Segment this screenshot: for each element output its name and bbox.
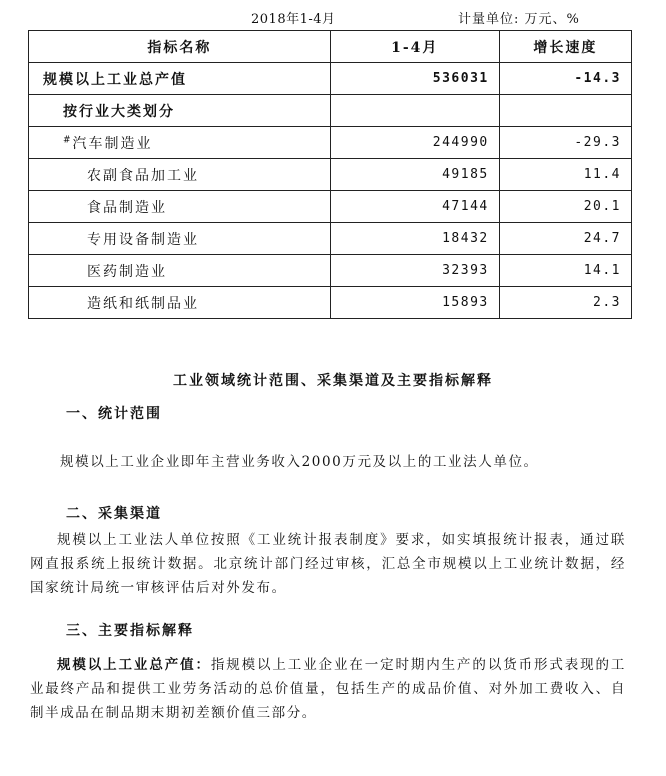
- notes-title: 工业领域统计范围、采集渠道及主要指标解释: [173, 373, 493, 389]
- row-label: 专用设备制造业: [29, 223, 331, 255]
- row-label: 农副食品加工业: [29, 159, 331, 191]
- col-header-indicator: 指标名称: [29, 31, 331, 63]
- col-header-growth: 增长速度: [499, 31, 631, 63]
- total-row: [29, 63, 632, 95]
- row-growth: -29.3: [499, 127, 631, 159]
- table-row: [29, 287, 632, 319]
- section-label: 按行业大类划分: [29, 95, 331, 127]
- row-growth: 14.1: [499, 255, 631, 287]
- report-period: 2018年1-4月: [251, 12, 336, 27]
- row-label: 食品制造业: [29, 191, 331, 223]
- row-value: 244990: [330, 127, 499, 159]
- table-row: [29, 159, 632, 191]
- row-value: 18432: [330, 223, 499, 255]
- row-label-text: 汽车制造业: [72, 135, 153, 152]
- section-3-text: [30, 653, 626, 725]
- row-label: [29, 127, 331, 159]
- unit-note: 计量单位: 万元、%: [458, 12, 580, 27]
- row-value: 15893: [330, 287, 499, 319]
- row-growth: 20.1: [499, 191, 631, 223]
- row-growth: 2.3: [499, 287, 631, 319]
- table-row: [29, 191, 632, 223]
- section-empty-cell: [330, 95, 499, 127]
- section-1-text: 规模以上工业企业即年主营业务收入2000万元及以上的工业法人单位。: [60, 454, 539, 470]
- section-1-title: 一、统计范围: [66, 406, 162, 422]
- section-2-text: 规模以上工业法人单位按照《工业统计报表制度》要求，如实填报统计报表，通过联网直报系统上报统计数据。北京统计部门经过审核，汇总全市规模以上工业统计数据，经国家统计局统一审核评估后对外发布。: [30, 532, 626, 596]
- row-value: 32393: [330, 255, 499, 287]
- section-2-title: 二、采集渠道: [66, 506, 162, 522]
- row-label: 造纸和纸制品业: [29, 287, 331, 319]
- section-empty-cell: [499, 95, 631, 127]
- total-label: 规模以上工业总产值: [29, 63, 331, 95]
- table-row: [29, 127, 632, 159]
- table-row: [29, 223, 632, 255]
- row-growth: 24.7: [499, 223, 631, 255]
- row-value: 47144: [330, 191, 499, 223]
- total-growth: -14.3: [499, 63, 631, 95]
- marker: #: [63, 134, 73, 145]
- industry-output-table: [28, 30, 632, 319]
- row-label: 医药制造业: [29, 255, 331, 287]
- section-row: [29, 95, 632, 127]
- table-header-row: [29, 31, 632, 63]
- col-header-period: 1-4月: [330, 31, 499, 63]
- table-row: [29, 255, 632, 287]
- section-3-body: 指规模以上工业企业在一定时期内生产的以货币形式表现的工业最终产品和提供工业劳务活动的总价值量，包括生产的成品价值、对外加工费收入、自制半成品在制品期末期初差额价值三部分。: [30, 657, 627, 721]
- table-meta: [0, 6, 666, 28]
- section-3-lead: 规模以上工业总产值：: [57, 657, 211, 673]
- row-value: 49185: [330, 159, 499, 191]
- row-growth: 11.4: [499, 159, 631, 191]
- section-3-title: 三、主要指标解释: [66, 623, 194, 639]
- total-value: 536031: [330, 63, 499, 95]
